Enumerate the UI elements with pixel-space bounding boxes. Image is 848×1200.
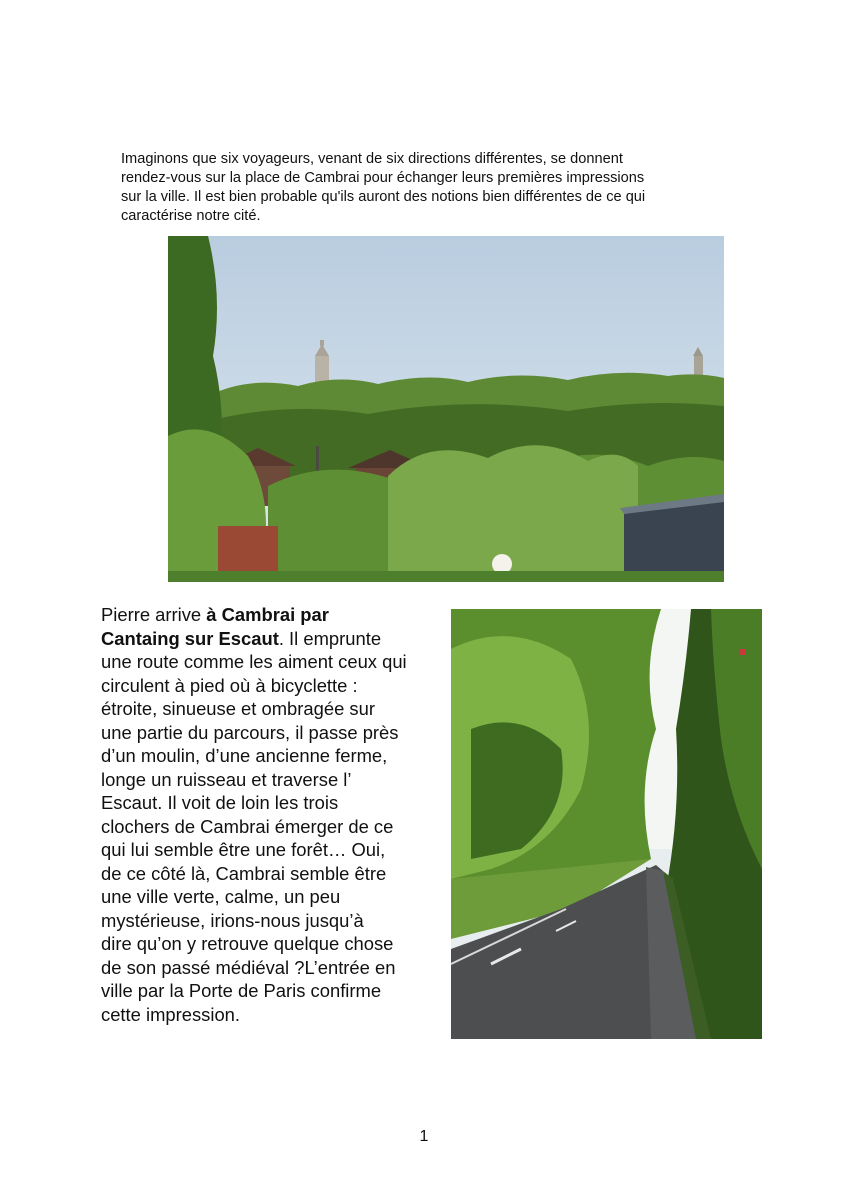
story-line: circulent à pied où à bicyclette : [101, 674, 358, 696]
story-line: qui lui semble être une forêt… Oui, [101, 839, 386, 860]
story-line: étroite, sinueuse et ombragée sur [101, 698, 375, 719]
intro-line: Imaginons que six voyageurs, venant de six directions différentes, se donnent [121, 151, 623, 167]
story-line: mystérieuse, irions-nous jusqu’à [101, 909, 364, 931]
intro-paragraph [121, 150, 746, 226]
story-bold-text: à Cambrai par [206, 604, 329, 625]
story-line [101, 627, 446, 651]
story-line: une ville verte, calme, un peu [101, 886, 341, 907]
story-line: de ce côté là, Cambrai semble être [101, 862, 387, 884]
story-bold-text: Cantaing sur Escaut [101, 627, 279, 649]
story-line: dire qu’on y retrouve quelque chose [101, 933, 394, 954]
story-line [101, 603, 446, 627]
story-line: une route comme les aiment ceux qui [101, 651, 407, 672]
intro-line: rendez-vous sur la place de Cambrai pour échanger leurs premières impressions [121, 170, 645, 186]
intro-line: caractérise notre cité. [121, 208, 261, 224]
story-line: d’un moulin, d’une ancienne ferme, [101, 745, 388, 766]
story-line: cette impression. [101, 1003, 241, 1025]
story-line: une partie du parcours, il passe près [101, 721, 399, 743]
story-text: . Il emprunte [278, 627, 382, 649]
cambrai-skyline-photo [168, 236, 724, 582]
page-number: 1 [419, 1128, 429, 1145]
story-line: ville par la Porte de Paris confirme [101, 980, 382, 1001]
story-line: longe un ruisseau et traverse l’ [101, 768, 352, 790]
story-paragraph [101, 603, 446, 1026]
story-line: de son passé médiéval ?L’entrée en [101, 956, 396, 978]
story-line: clochers de Cambrai émerger de ce [101, 815, 394, 837]
story-text: Pierre arrive [101, 604, 207, 625]
story-line: Escaut. Il voit de loin les trois [101, 792, 339, 813]
intro-line: sur la ville. Il est bien probable qu'ils auront des notions bien différentes de ce qui [121, 189, 646, 205]
country-road-photo [451, 609, 762, 1039]
